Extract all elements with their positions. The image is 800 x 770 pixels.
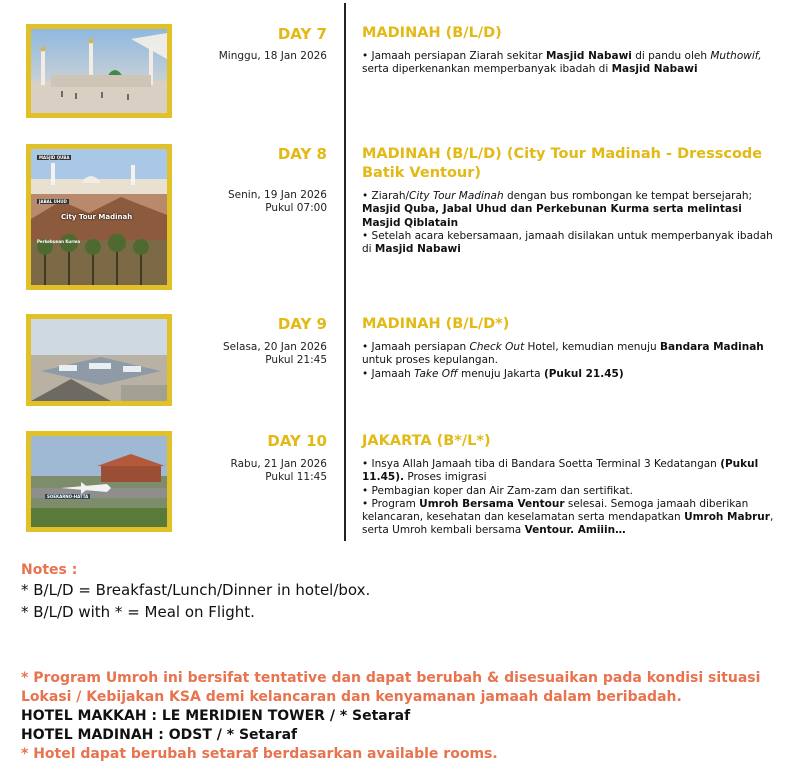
text-run: • Pembagian koper dan Air Zam-zam dan sertifikat. [362, 484, 633, 497]
hotel-note: * Hotel dapat berubah setaraf berdasarkan available rooms. [21, 746, 498, 762]
hotel-madinah: HOTEL MADINAH : ODST / * Setaraf [21, 727, 298, 743]
photo-caption-kurma: Perkebunan Kurma [37, 239, 81, 244]
city-tour-madinah-photo [26, 144, 172, 290]
italic-text: Muthowif, [710, 50, 762, 62]
bold-text: Ventour. Amiiin… [524, 524, 626, 537]
text-run: dengan bus rombongan ke tempat bersejarah; [503, 190, 753, 202]
masjid-nabawi-photo [26, 24, 172, 118]
day-title: MADINAH (B/L/D) [362, 25, 502, 41]
day-label: DAY 9 [277, 315, 327, 333]
bandara-madinah-photo [26, 314, 172, 406]
bold-text: Umroh Bersama Ventour [419, 497, 565, 510]
description-bullet [362, 498, 782, 538]
day-description [362, 190, 782, 256]
day-title: JAKARTA (B*/L*) [362, 433, 491, 449]
text-run: • Jamaah [362, 367, 415, 380]
day-date: Selasa, 20 Jan 2026 [222, 341, 327, 353]
note-line: * B/L/D = Breakfast/Lunch/Dinner in hotel/box. [21, 581, 371, 599]
day-title: MADINAH (B/L/D) (City Tour Madinah - Dresscode Batik Ventour) [362, 146, 763, 181]
photo-caption-uhud: JABAL UHUD [39, 199, 67, 204]
hotel-makkah: HOTEL MAKKAH : LE MERIDIEN TOWER / * Setaraf [21, 708, 411, 724]
day-date: Rabu, 21 Jan 2026 [230, 458, 327, 470]
timeline-divider [344, 3, 346, 541]
day-time: Pukul 07:00 [265, 202, 327, 214]
photo-caption-city-tour: City Tour Madinah [61, 213, 133, 221]
text-run: • Ziarah/ [362, 190, 410, 202]
day-label: DAY 7 [277, 25, 327, 43]
italic-text: Check Out [469, 341, 525, 353]
day-label: DAY 8 [277, 145, 327, 163]
bold-text: Masjid Nabawi [374, 243, 461, 256]
day-date: Minggu, 18 Jan 2026 [218, 50, 327, 62]
notes-section [21, 561, 370, 623]
bold-text: Masjid Nabawi [611, 63, 698, 76]
bold-text: Umroh Mabrur [684, 511, 770, 524]
day-description [362, 458, 782, 538]
bold-text: (Pukul 21.45) [543, 367, 624, 380]
day-date: Senin, 19 Jan 2026 [228, 189, 327, 201]
bold-text: Bandara Madinah [660, 341, 764, 353]
bold-text: Masjid Quba, Jabal Uhud dan Perkebunan Kurma serta melintasi Masjid Qiblatain [362, 203, 742, 229]
text-run: untuk proses kepulangan. [362, 354, 498, 367]
text-run: • Jamaah persiapan [362, 341, 470, 353]
text-run: • Insya Allah Jamaah tiba di Bandara Soetta Terminal 3 Kedatangan [362, 458, 721, 470]
disclaimer-text: * Program Umroh ini bersifat tentative dan dapat berubah & disesuaikan pada kondisi situasi Lokasi / Kebijakan KSA demi kelancaran dan kenyamanan jamaah dalam beribadah. [21, 670, 761, 705]
description-bullet [362, 368, 782, 381]
text-run: • Jamaah persiapan Ziarah sekitar [362, 50, 546, 62]
italic-text: City Tour Madinah [409, 190, 504, 202]
text-run: serta diperkenankan memperbanyak ibadah di [362, 63, 612, 76]
bold-text: (Pukul 11.45). [362, 458, 759, 484]
description-bullet [362, 341, 782, 368]
bandara-soetta-photo [26, 431, 172, 532]
day-description [362, 341, 782, 381]
text-run: selesai. Semoga jamaah diberikan kelancaran, kesehatan dan keselamatan serta mendapatkan [362, 497, 749, 524]
day-time: Pukul 11:45 [265, 471, 327, 483]
description-bullet [362, 50, 782, 77]
notes-title: Notes : [21, 562, 78, 578]
day-title: MADINAH (B/L/D*) [362, 316, 510, 332]
text-run: di pandu oleh [631, 50, 711, 62]
photo-caption-soetta: SOEKARNO-HATTA [47, 494, 89, 499]
bold-text: Masjid Nabawi [545, 50, 632, 62]
footer-section [21, 669, 791, 764]
description-bullet [362, 485, 782, 498]
italic-text: Take Off [414, 367, 458, 380]
description-bullet [362, 458, 782, 485]
text-run: Hotel, kemudian menuju [524, 341, 660, 353]
day-time: Pukul 21:45 [265, 354, 327, 366]
description-bullet [362, 190, 782, 230]
description-bullet [362, 230, 782, 257]
text-run: , serta Umroh kembali bersama [362, 511, 774, 537]
text-run: Proses imigrasi [404, 471, 487, 484]
note-line: * B/L/D with * = Meal on Flight. [21, 603, 255, 621]
text-run: • Program [362, 497, 420, 510]
photo-caption-quba: MASJID QUBA [39, 155, 70, 160]
text-run: • Setelah acara kebersamaan, jamaah disilakan untuk memperbanyak ibadah di [362, 229, 773, 256]
text-run: menuju Jakarta [457, 367, 544, 380]
day-label: DAY 10 [267, 432, 327, 450]
day-description [362, 50, 782, 77]
